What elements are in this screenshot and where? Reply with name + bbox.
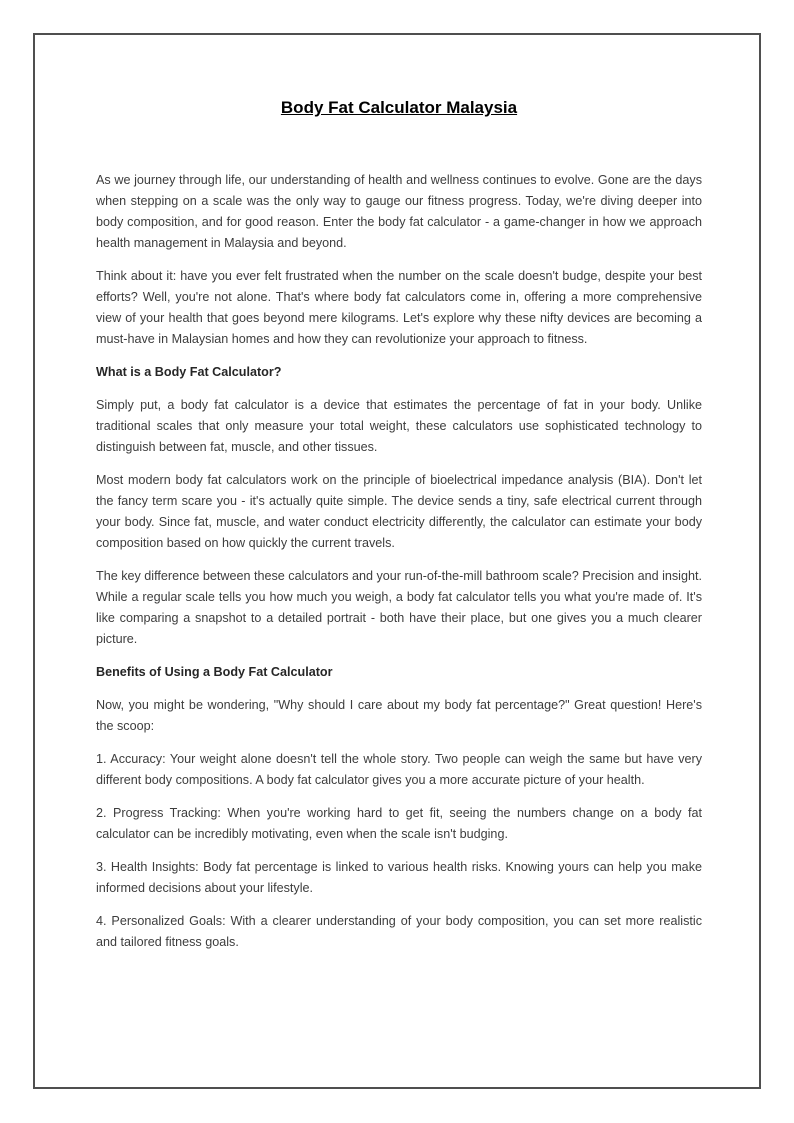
list-item-accuracy: 1. Accuracy: Your weight alone doesn't tell the whole story. Two people can weigh the same but have very different body compositions. A body fat calculator gives you a more accurate picture of your health. xyxy=(96,752,702,787)
list-item-progress-tracking: 2. Progress Tracking: When you're working hard to get fit, seeing the numbers change on a body fat calculator can be incredibly motivating, even when the scale isn't budging. xyxy=(96,806,702,841)
section-heading-benefits: Benefits of Using a Body Fat Calculator xyxy=(96,665,333,679)
paragraph-simply-put: Simply put, a body fat calculator is a device that estimates the percentage of fat in your body. Unlike traditional scales that only measure your total weight, these calculators use sophisticated technology to distinguish between fat, muscle, and other tissues. xyxy=(96,398,702,454)
paragraph-think-about-it: Think about it: have you ever felt frustrated when the number on the scale doesn't budge, despite your best efforts? Well, you're not alone. That's where body fat calculators come in, offering a more comprehensive view of your health that goes beyond mere kilograms. Let's explore why these nifty devices are becoming a must-have in Malaysian homes and how they can revolutionize your approach to fitness. xyxy=(96,269,702,346)
list-item-personalized-goals: 4. Personalized Goals: With a clearer understanding of your body composition, you can set more realistic and tailored fitness goals. xyxy=(96,914,702,949)
paragraph-intro: As we journey through life, our understanding of health and wellness continues to evolve. Gone are the days when stepping on a scale was the only way to gauge our fitness progress. Today, we're diving deeper into body composition, and for good reason. Enter the body fat calculator - a game-changer in how we approach health management in Malaysia and beyond. xyxy=(96,173,702,250)
paragraph-key-difference: The key difference between these calculators and your run-of-the-mill bathroom scale? Precision and insight. While a regular scale tells you how much you weigh, a body fat calculator tells you what you're made of. It's like comparing a snapshot to a detailed portrait - both have their place, but one gives you a much clearer picture. xyxy=(96,569,702,646)
paragraph-bia-principle: Most modern body fat calculators work on the principle of bioelectrical impedance analysis (BIA). Don't let the fancy term scare you - it's actually quite simple. The device sends a tiny, safe electrical current through your body. Since fat, muscle, and water conduct electricity differently, the calculator can estimate your body composition based on how quickly the current travels. xyxy=(96,473,702,550)
paragraph-benefits-intro: Now, you might be wondering, "Why should I care about my body fat percentage?" Great question! Here's the scoop: xyxy=(96,698,702,733)
document-content xyxy=(96,97,702,965)
list-item-health-insights: 3. Health Insights: Body fat percentage is linked to various health risks. Knowing yours can help you make informed decisions about your lifestyle. xyxy=(96,860,702,895)
section-heading-what-is: What is a Body Fat Calculator? xyxy=(96,365,282,379)
document-title: Body Fat Calculator Malaysia xyxy=(280,98,518,117)
